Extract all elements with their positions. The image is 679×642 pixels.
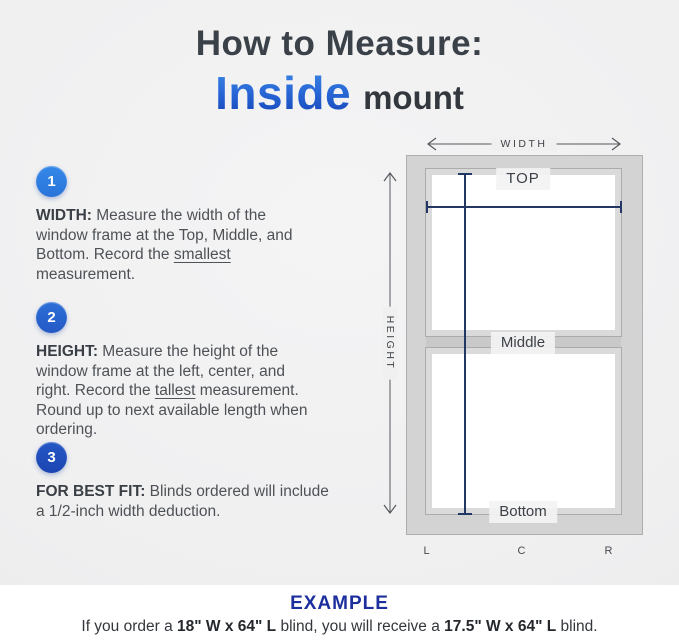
step-number-badge: 2 xyxy=(36,302,67,333)
example-fragment: blind, you will receive a xyxy=(276,618,445,635)
subtitle-rest: mount xyxy=(363,79,464,116)
center-mark: C xyxy=(517,545,527,557)
width-measure-line xyxy=(426,206,622,208)
step-best-fit-label: FOR BEST FIT: xyxy=(36,483,146,500)
step-text-fragment: measurement. xyxy=(36,265,136,283)
header xyxy=(0,24,679,120)
step-height xyxy=(36,302,388,440)
page-title: How to Measure: xyxy=(195,24,484,63)
step-width-label: WIDTH: xyxy=(36,207,92,224)
measure-tick xyxy=(426,201,428,213)
step-text-fragment: ordering. xyxy=(36,421,98,438)
height-arrow-icon xyxy=(383,171,397,515)
underlined-word: tallest xyxy=(154,382,196,399)
ordered-size: 18" W x 64" L xyxy=(177,618,277,635)
received-size: 17.5" W x 64" L xyxy=(444,618,557,635)
right-mark: R xyxy=(604,545,614,557)
step-number-badge: 3 xyxy=(36,442,67,473)
step-text-fragment: Round up to next available length when xyxy=(36,401,308,419)
page-subtitle xyxy=(0,66,679,120)
height-measure-line xyxy=(464,173,466,515)
step-height-label: HEIGHT: xyxy=(36,343,98,360)
step-best-fit-text xyxy=(36,482,388,521)
step-text-fragment: Bottom. Record the xyxy=(36,246,174,263)
height-label: HEIGHT xyxy=(383,307,397,380)
example-sentence xyxy=(0,618,679,636)
step-number-badge: 1 xyxy=(36,166,67,197)
subtitle-accent: Inside xyxy=(215,67,352,119)
measure-tick xyxy=(620,201,622,213)
example-fragment: blind. xyxy=(556,618,598,635)
upper-sash-pane xyxy=(426,169,621,336)
step-height-text xyxy=(36,342,388,440)
width-label: WIDTH xyxy=(492,137,557,151)
middle-position-label: Middle xyxy=(491,332,555,354)
lower-sash-pane xyxy=(426,348,621,514)
step-text-fragment: a 1/2-inch width deduction. xyxy=(36,502,221,520)
measure-tick xyxy=(458,513,472,515)
step-text-fragment: window frame at the Top, Middle, and xyxy=(36,226,293,244)
window-diagram xyxy=(376,133,668,565)
measure-tick xyxy=(458,173,472,175)
bottom-position-label: Bottom xyxy=(489,501,557,523)
example-fragment: If you order a xyxy=(81,618,178,635)
step-text-fragment: window frame at the left, center, and xyxy=(36,362,285,380)
top-position-label: TOP xyxy=(496,168,550,190)
step-text-fragment: Blinds ordered will include xyxy=(145,483,329,500)
step-width xyxy=(36,166,388,284)
underlined-word: smallest xyxy=(173,246,231,263)
step-best-fit xyxy=(36,442,388,521)
step-text-fragment: right. Record the xyxy=(36,382,155,399)
left-mark: L xyxy=(423,545,431,557)
step-width-text xyxy=(36,206,388,284)
example-heading: EXAMPLE xyxy=(290,593,389,614)
width-arrow-icon xyxy=(426,137,622,151)
example-footer xyxy=(0,585,679,642)
step-text-fragment: Measure the width of the xyxy=(91,207,266,224)
step-text-fragment: Measure the height of the xyxy=(98,343,279,360)
step-text-fragment: measurement. xyxy=(195,382,299,399)
